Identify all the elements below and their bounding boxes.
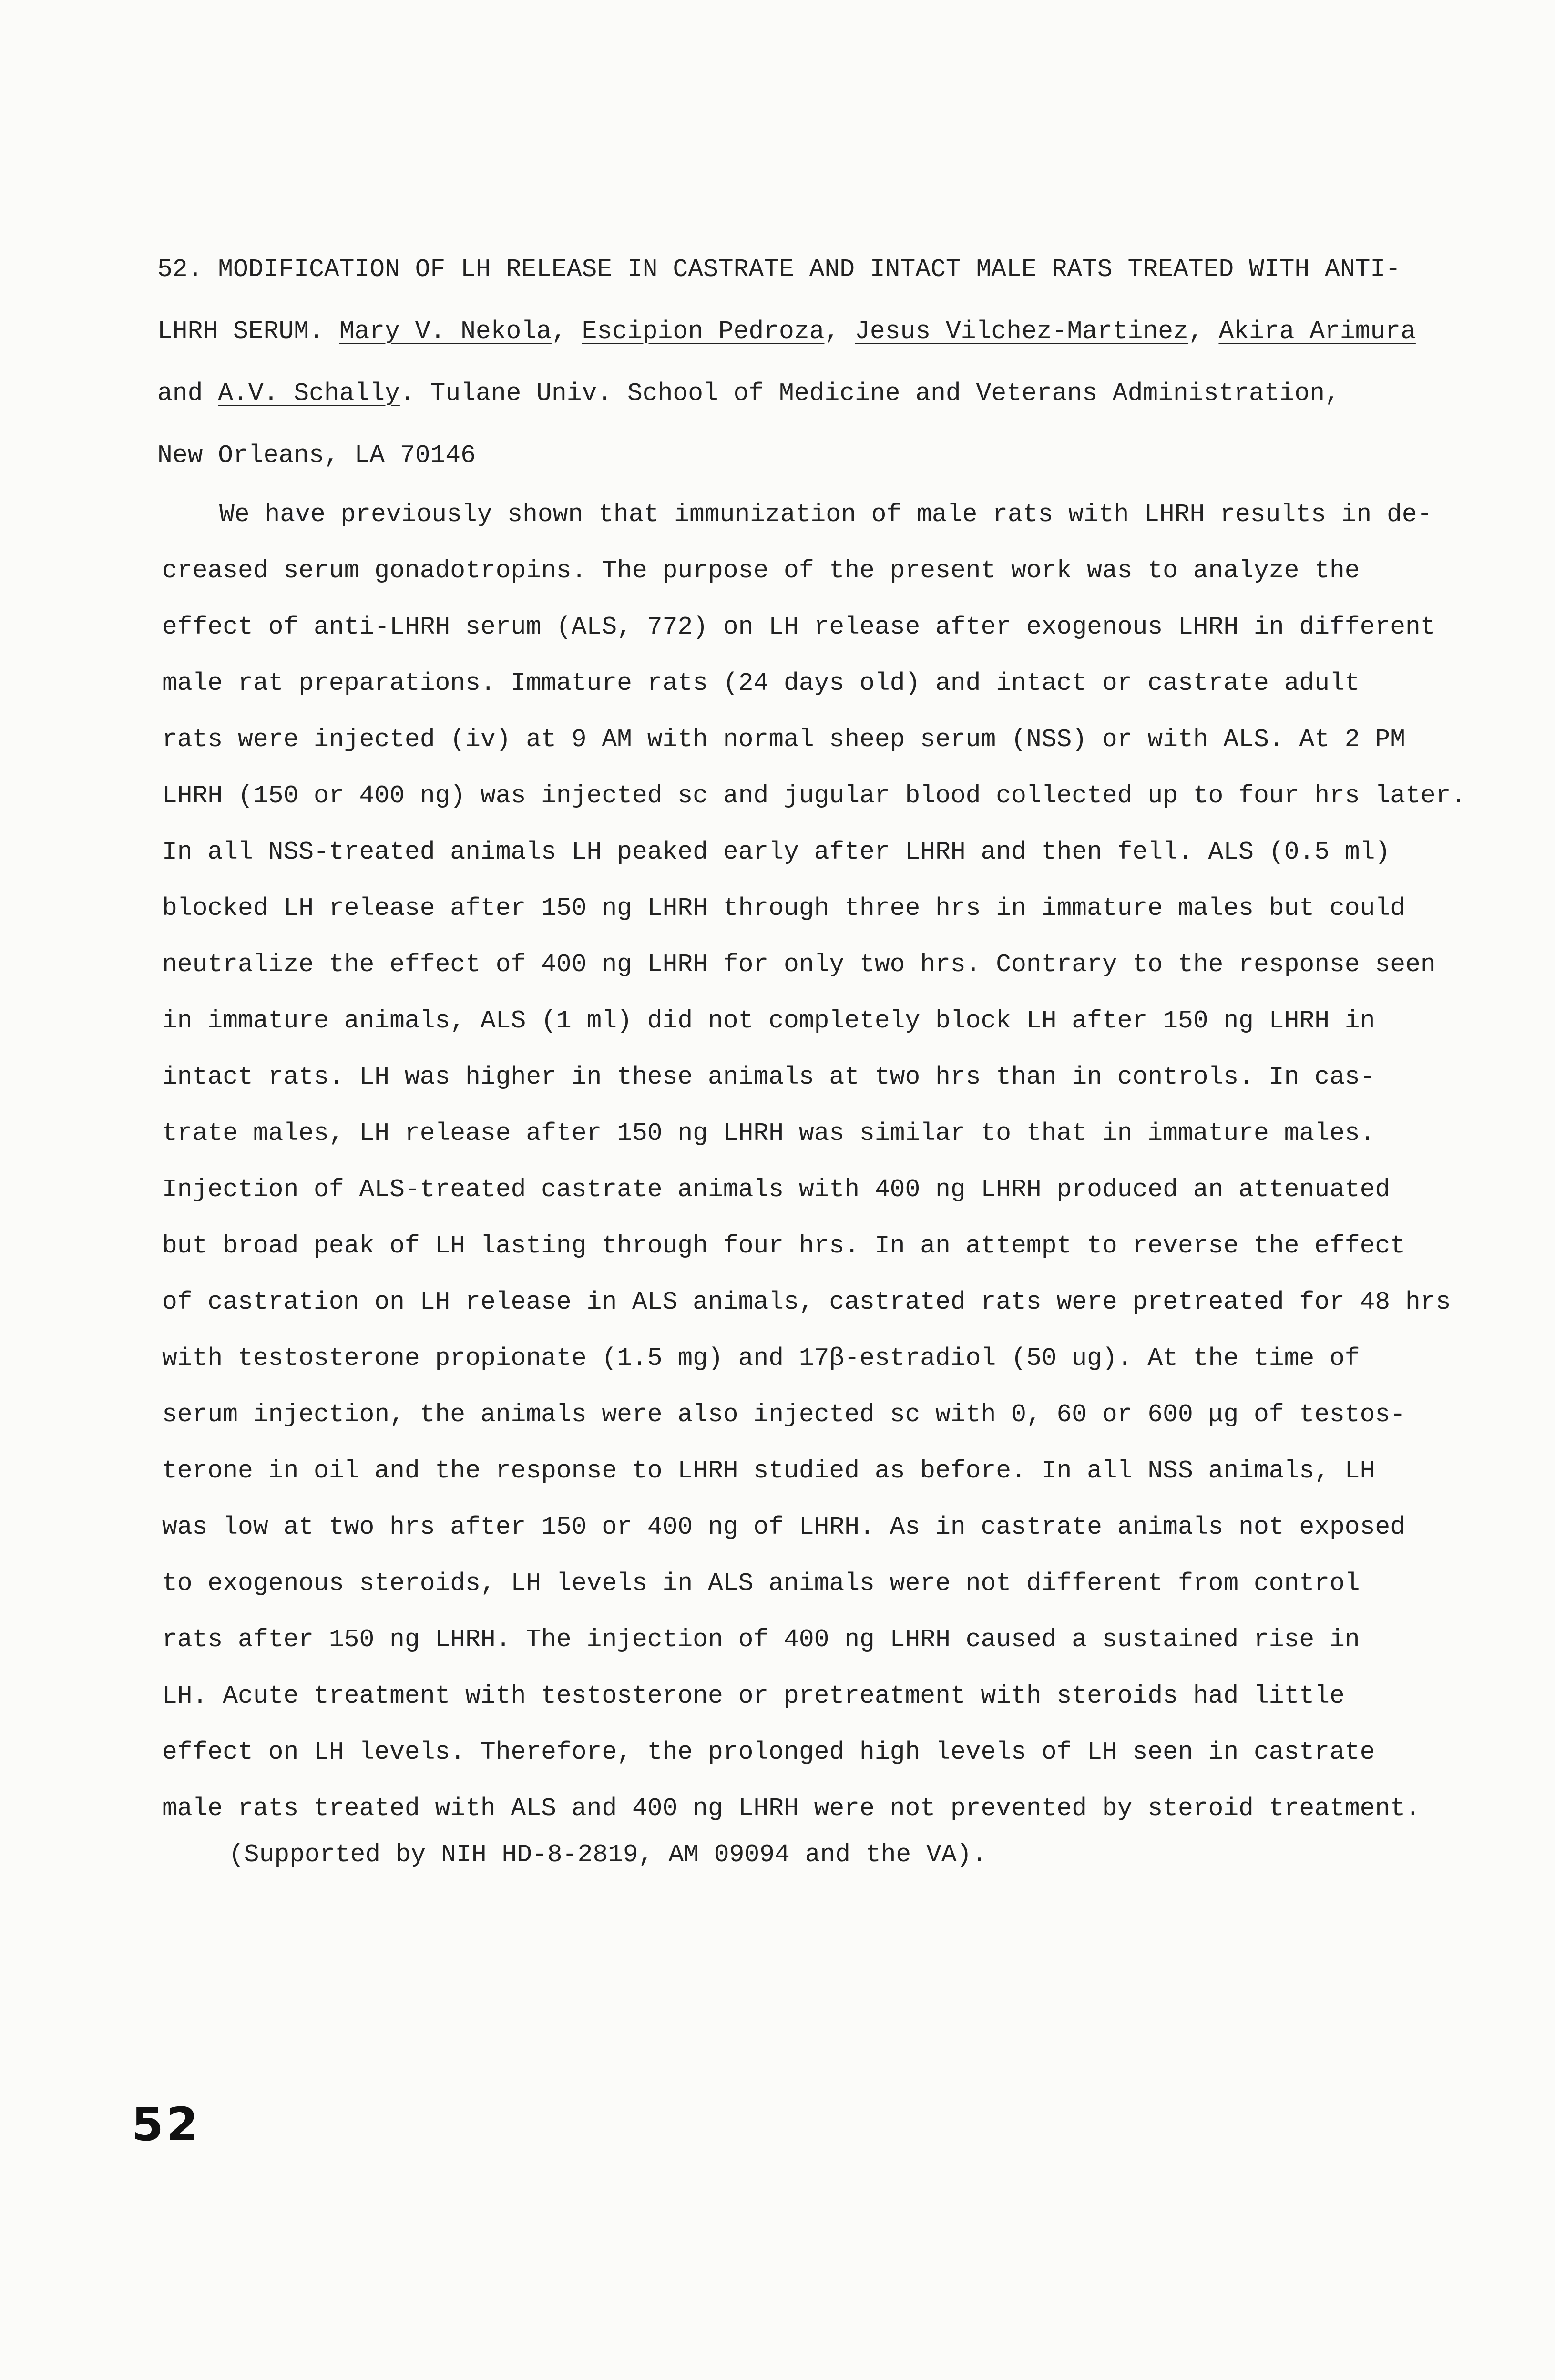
body-line: LH. Acute treatment with testosterone or pretreatment with steroids had little [162,1682,1345,1710]
body-line: terone in oil and the response to LHRH studied as before. In all NSS animals, LH [162,1457,1375,1485]
body-line: rats were injected (iv) at 9 AM with normal sheep serum (NSS) or with ALS. At 2 PM [162,725,1406,754]
body-line: neutralize the effect of 400 ng LHRH for only two hrs. Contrary to the response seen [162,950,1436,979]
author-name: Akira Arimura [1218,317,1416,346]
author-name: Jesus Vilchez-Martinez [855,317,1188,346]
body-line: with testosterone propionate (1.5 mg) and 17β-estradiol (50 ug). At the time of [162,1344,1360,1373]
body-line: creased serum gonadotropins. The purpose of the present work was to analyze the [162,556,1360,585]
body-line: male rat preparations. Immature rats (24 days old) and intact or castrate adult [162,669,1360,698]
page-number: 52 [132,2098,201,2151]
abstract-number: 52. [157,255,203,284]
title-line-3: and A.V. Schally. Tulane Univ. School of Medicine and Veterans Administration, [157,379,1340,408]
abstract-title-end: LHRH SERUM. [157,317,324,346]
body-line: male rats treated with ALS and 400 ng LHRH were not prevented by steroid treatment. [162,1794,1421,1823]
abstract-body [162,486,1497,1836]
author-name: Escipion Pedroza [582,317,825,346]
affiliation: Tulane Univ. School of Medicine and Veterans Administration, [430,379,1340,408]
body-line: effect on LH levels. Therefore, the prolonged high levels of LH seen in castrate [162,1738,1375,1766]
abstract-title: MODIFICATION OF LH RELEASE IN CASTRATE AND INTACT MALE RATS TREATED WITH ANTI- [218,255,1401,284]
body-line: intact rats. LH was higher in these animals at two hrs than in controls. In cas- [162,1063,1375,1091]
body-line: rats after 150 ng LHRH. The injection of 400 ng LHRH caused a sustained rise in [162,1625,1360,1654]
support-note: (Supported by NIH HD-8-2819, AM 09094 and the VA). [229,1840,987,1869]
author-name: Mary V. Nekola [339,317,552,346]
body-line: was low at two hrs after 150 or 400 ng of LHRH. As in castrate animals not exposed [162,1513,1406,1541]
title-line-2: LHRH SERUM. Mary V. Nekola, Escipion Pedroza, Jesus Vilchez-Martinez, Akira Arimura [157,317,1416,346]
body-line: LHRH (150 or 400 ng) was injected sc and jugular blood collected up to four hrs later. [162,781,1466,810]
abstract-heading [157,238,1511,486]
body-line: to exogenous steroids, LH levels in ALS animals were not different from control [162,1569,1360,1598]
body-line: Injection of ALS-treated castrate animals with 400 ng LHRH produced an attenuated [162,1175,1391,1204]
author-name: A.V. Schally [218,379,400,408]
body-line: blocked LH release after 150 ng LHRH through three hrs in immature males but could [162,894,1406,923]
and-word: and [157,379,203,408]
title-line-1 [157,238,1511,300]
body-line: trate males, LH release after 150 ng LHRH was similar to that in immature males. [162,1119,1375,1148]
body-line: but broad peak of LH lasting through four hrs. In an attempt to reverse the effect [162,1231,1406,1260]
body-line: We have previously shown that immunization of male rats with LHRH results in de- [219,500,1432,529]
body-line: in immature animals, ALS (1 ml) did not completely block LH after 150 ng LHRH in [162,1006,1375,1035]
body-line: serum injection, the animals were also injected sc with 0, 60 or 600 μg of testos- [162,1400,1406,1429]
body-line: of castration on LH release in ALS animals, castrated rats were pretreated for 48 hrs [162,1288,1451,1316]
body-line: effect of anti-LHRH serum (ALS, 772) on LH release after exogenous LHRH in different [162,613,1436,641]
body-line: In all NSS-treated animals LH peaked early after LHRH and then fell. ALS (0.5 ml) [162,838,1391,866]
affiliation-line-2: New Orleans, LA 70146 [157,441,476,470]
